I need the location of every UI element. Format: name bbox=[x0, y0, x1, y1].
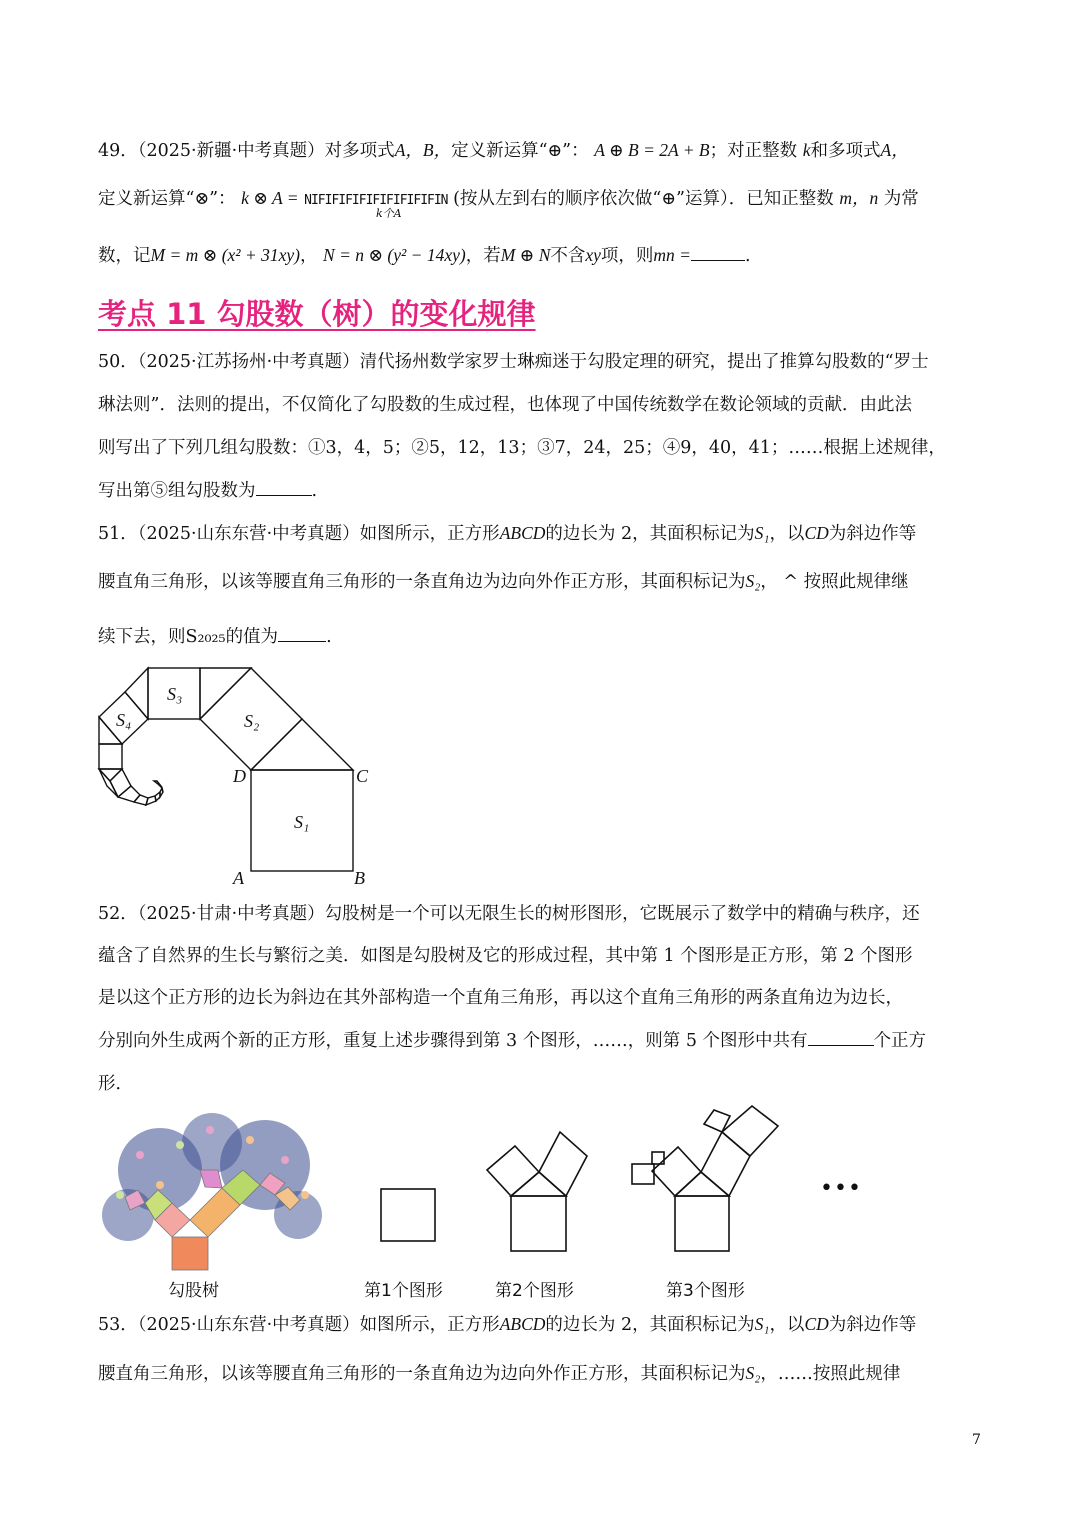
triangle-1 bbox=[251, 719, 353, 770]
q52-line-5: 形． bbox=[98, 1074, 133, 1094]
q49-line-1: 49．（2025·新疆·中考真题）对多项式A，B，定义新运算“⊕”： A ⊕ B = 2A + B；对正整数 k和多项式A， bbox=[98, 140, 909, 161]
section-heading: 考点 11 勾股数（树）的变化规律 bbox=[98, 297, 536, 331]
q52-line-4: 分别向外生成两个新的正方形，重复上述步骤得到第 3 个图形，……，则第 5 个图形中共有 个正方 bbox=[98, 1031, 927, 1051]
answer-blank[interactable] bbox=[278, 625, 326, 642]
answer-blank[interactable] bbox=[256, 479, 312, 496]
q50-line-4: 写出第⑤组勾股数为 . bbox=[98, 481, 318, 501]
q50-line-3: 则写出了下列几组勾股数：①3，4，5；②5，12，13；③7，24，25；④9，40，41；……根据上述规律， bbox=[98, 438, 946, 458]
figure-3-base bbox=[675, 1196, 729, 1251]
underbrace-label: k个A bbox=[376, 207, 402, 220]
q52-line-2: 蕴含了自然界的生长与繁衍之美．如图是勾股树及它的形成过程，其中第 1 个图形是正方形，第 2 个图形 bbox=[98, 946, 913, 966]
answer-blank[interactable] bbox=[691, 244, 745, 261]
figure-3-tree bbox=[628, 1100, 788, 1260]
label-a: A bbox=[233, 868, 244, 888]
figure-2-shapes bbox=[487, 1132, 587, 1251]
label-d: D bbox=[233, 766, 246, 786]
q49-line-3: 数，记M = m ⊗ (x² + 31xy)， N = n ⊗ (y² − 14xy)，若M ⊕ N不含xy项，则mn = . bbox=[98, 245, 751, 266]
q52-line-1: 52．（2025·甘肃·中考真题）勾股树是一个可以无限生长的树形图形，它既展示了数学中的精确与秩序，还 bbox=[98, 904, 920, 924]
square-s5 bbox=[99, 744, 122, 769]
label-s4: S₄ bbox=[116, 710, 132, 730]
ellipsis-dots: ••• bbox=[820, 1176, 862, 1201]
figure-3-triangle bbox=[675, 1172, 729, 1196]
label-s1: S₁ bbox=[294, 812, 310, 832]
pythagoras-tree-picture bbox=[100, 1115, 330, 1270]
figure-3-left bbox=[652, 1147, 701, 1196]
figure-2-base bbox=[511, 1196, 566, 1251]
answer-blank[interactable] bbox=[808, 1029, 874, 1046]
label-c: C bbox=[356, 766, 369, 786]
q51-line-3: 续下去，则S₂₀₂₅的值为 . bbox=[98, 627, 332, 647]
q53-line-1: 53．（2025·山东东营·中考真题）如图所示，正方形ABCD的边长为 2，其面积标记为S₁，以CD为斜边作等 bbox=[98, 1314, 917, 1335]
q50-line-1: 50．（2025·江苏扬州·中考真题）清代扬州数学家罗士琳痴迷于勾股定理的研究，提出了推算勾股数的“罗士 bbox=[98, 352, 929, 372]
figure-lines bbox=[99, 668, 353, 871]
q52-line-3: 是以这个正方形的边长为斜边在其外部构造一个直角三角形，再以这个直角三角形的两条直角边为边长， bbox=[98, 988, 903, 1008]
label-s3: S₃ bbox=[167, 684, 183, 704]
figure-2-tree bbox=[482, 1126, 602, 1256]
q53-line-2: 腰直角三角形，以该等腰直角三角形的一条直角边为边向外作正方形，其面积标记为S₂，……按照此规律 bbox=[98, 1363, 901, 1384]
caption-figure-1: 第1个图形 bbox=[364, 1281, 443, 1301]
q50-line-2: 琳法则”．法则的提出，不仅简化了勾股数的生成过程，也体现了中国传统数学在数论领域的贡献．由此法 bbox=[98, 395, 912, 415]
figure-3-small-left bbox=[632, 1164, 654, 1184]
caption-figure-3: 第3个图形 bbox=[666, 1281, 745, 1301]
square-s13 bbox=[154, 781, 161, 786]
figure-1-shape bbox=[381, 1189, 435, 1241]
q49-line-2: 定义新运算“⊗”： k ⊗ A = NIFIFIFIFIFIFIFIFIFIN (按从左到右的顺序依次做“⊕”运算）．已知正整数 m，n 为常 bbox=[98, 188, 919, 209]
figure-1-square bbox=[380, 1188, 440, 1248]
garbled-formula: NIFIFIFIFIFIFIFIFIFIN bbox=[304, 193, 448, 208]
figure-2-triangle bbox=[511, 1172, 566, 1196]
q51-line-1: 51．（2025·山东东营·中考真题）如图所示，正方形ABCD的边长为 2，其面积标记为S₁，以CD为斜边作等 bbox=[98, 523, 917, 544]
figure-3-right bbox=[701, 1132, 750, 1196]
figure-3-shapes bbox=[632, 1106, 778, 1251]
caption-tree: 勾股树 bbox=[168, 1281, 219, 1301]
tree-square-r3 bbox=[200, 1170, 222, 1188]
tree-trunk-square bbox=[172, 1237, 208, 1270]
figure-2-right bbox=[539, 1132, 587, 1196]
q51-spiral-figure bbox=[90, 660, 390, 890]
page-number: 7 bbox=[972, 1432, 981, 1448]
caption-figure-2: 第2个图形 bbox=[495, 1281, 574, 1301]
figure-3-upper-right bbox=[722, 1106, 778, 1156]
figure-2-left bbox=[487, 1146, 539, 1196]
label-s2: S₂ bbox=[244, 711, 260, 731]
square-s10 bbox=[155, 792, 160, 801]
label-b: B bbox=[354, 868, 365, 888]
q51-line-2: 腰直角三角形，以该等腰直角三角形的一条直角边为边向外作正方形，其面积标记为S₂， ^ 按照此规律继 bbox=[98, 571, 909, 592]
